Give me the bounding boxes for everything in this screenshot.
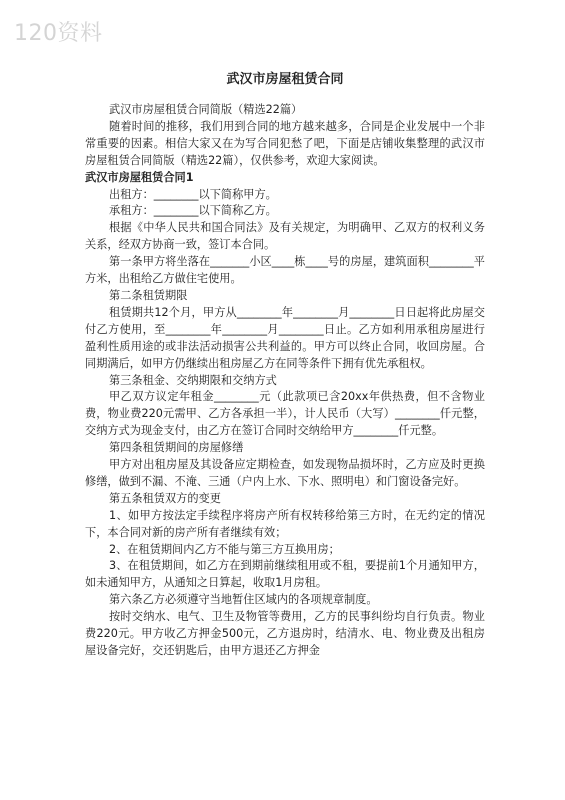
paragraph: 第一条甲方将坐落在_______小区____栋____号的房屋，建筑面积________平方米，出租给乙方做住宅使用。 xyxy=(85,255,485,286)
paragraph: 出租方：________以下简称甲方。 xyxy=(109,187,277,201)
section-heading: 武汉市房屋租赁合同1 xyxy=(85,170,194,184)
paragraph: 甲方对出租房屋及其设备应定期检查，如发现物品损坏时，乙方应及时更换修缮，做到不漏、不淹、三通（户内上水、下水、照明电）和门窗设备完好。 xyxy=(85,458,485,488)
paragraph: 承租方：________以下简称乙方。 xyxy=(109,204,277,218)
watermark-logo: 120资料 xyxy=(14,21,103,46)
paragraph: 1、如甲方按法定手续程序将房产所有权转移给第三方时，在无约定的情况下，本合同对新的房产所有者继续有效； xyxy=(85,508,485,539)
document-page xyxy=(85,72,485,660)
paragraph: 按时交纳水、电气、卫生及物管等费用，乙方的民事纠纷均自行负责。物业费220元。甲方收乙方押金500元，乙方退房时，结清水、电、物业费及出租房屋设备完好，交还钥匙后，由甲方退还乙方押金 xyxy=(85,610,485,657)
paragraph: 随着时间的推移，我们用到合同的地方越来越多，合同是企业发展中一个非常重要的因素。相信大家又在为写合同犯愁了吧，下面是店铺收集整理的武汉市房屋租赁合同简版（精选22篇），仅供参考，欢迎大家阅读。 xyxy=(85,119,485,167)
paragraph: 第三条租金、交纳期限和交纳方式 xyxy=(109,373,277,387)
paragraph: 根据《中华人民共和国合同法》及有关规定，为明确甲、乙双方的权利义务关系，经双方协商一致，签订本合同。 xyxy=(85,221,485,252)
paragraph: 第二条租赁期限 xyxy=(109,288,188,302)
paragraph: 3、在租赁期间，如乙方在到期前继续租用或不租，要提前1个月通知甲方，如未通知甲方，从通知之日算起，收取1月房租。 xyxy=(85,559,485,590)
document-title: 武汉市房屋租赁合同 xyxy=(226,72,344,87)
paragraph: 武汉市房屋租赁合同简版（精选22篇） xyxy=(109,103,303,116)
paragraph: 第六条乙方必须遵守当地暂住区域内的各项规章制度。 xyxy=(109,593,378,607)
paragraph: 甲乙双方议定年租金________元（此款项已含20xx年供热费，但不含物业费，物业费220元需甲、乙方各承担一半），计人民币（大写）________仟元整，交纳方式为现金支付，由乙方在签订合同时交纳给甲方________仟元整。 xyxy=(85,390,485,438)
paragraph: 2、在租赁期间内乙方不能与第三方互换用房； xyxy=(109,542,340,556)
paragraph: 第四条租赁期间的房屋修缮 xyxy=(109,441,244,455)
paragraph: 第五条租赁双方的变更 xyxy=(109,491,221,505)
paragraph: 租赁期共12个月，甲方从________年________月________日日起将此房屋交付乙方使用，至________年________月________日止。乙方如利用承租房屋进行盈利性质用途的或非法活动损害公共利益的。甲方可以终止合同，收回房屋。合同期满后，如甲方仍继续出租房屋乙方在同等条件下拥有优先承租权。 xyxy=(85,305,485,370)
document-body xyxy=(85,102,485,660)
